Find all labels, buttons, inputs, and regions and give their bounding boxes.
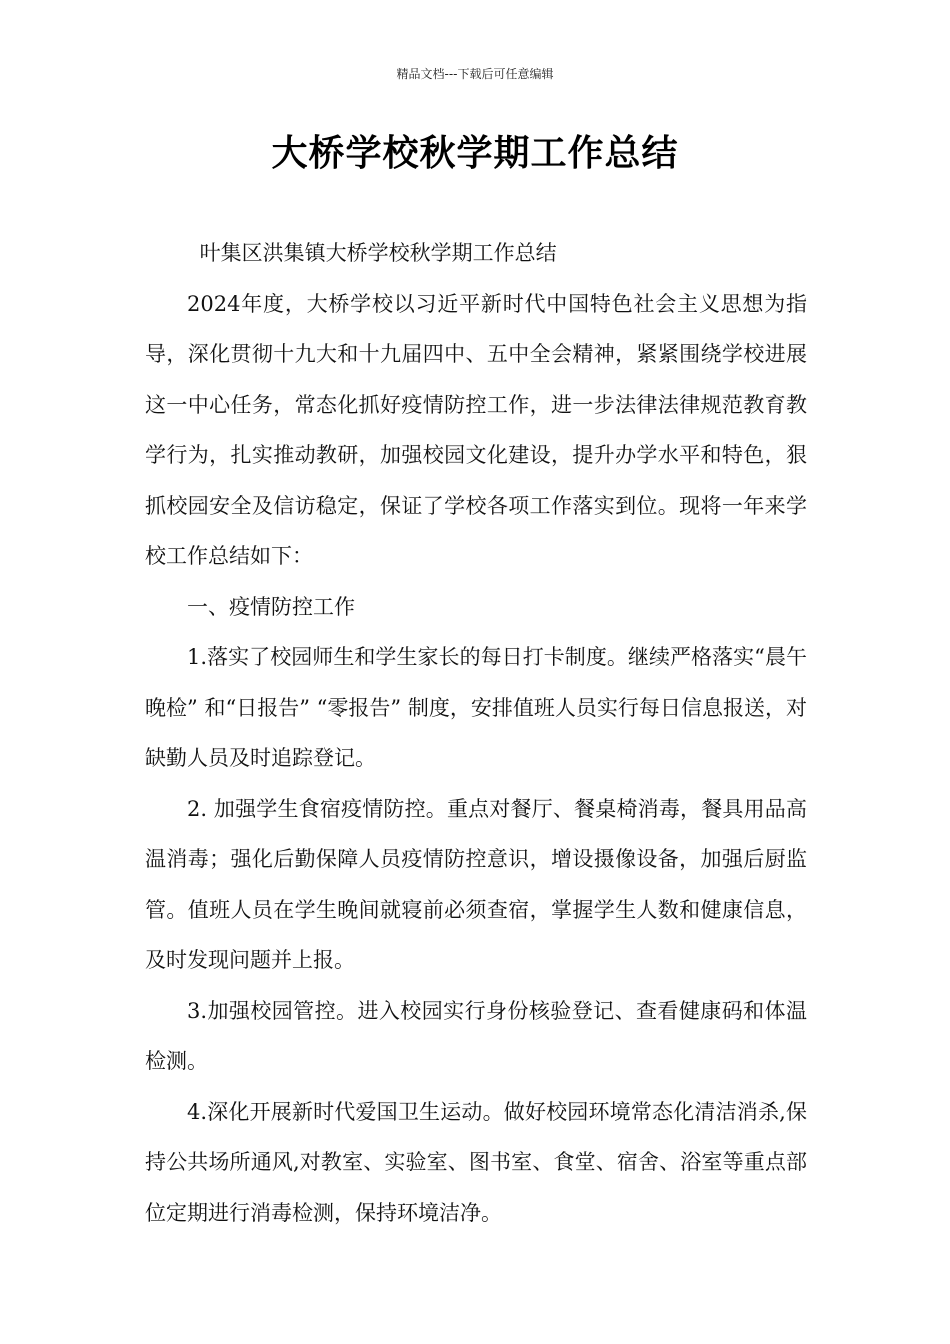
document-subtitle: 叶集区洪集镇大桥学校秋学期工作总结 (199, 241, 557, 265)
document-body (145, 228, 807, 1238)
section-heading-epidemic-control: 一、疫情防控工作 (187, 594, 355, 619)
item-paragraph-2: 2. 加强学生食宿疫情防控。重点对餐厅、餐桌椅消毒，餐具用品高温消毒；强化后勤保障人员疫情防控意识，增设摄像设备，加强后厨监管。值班人员在学生晚间就寝前必须查宿，掌握学生人数和健康信息，及时发现问题并上报。 (145, 796, 807, 972)
intro-paragraph: 2024年度，大桥学校以习近平新时代中国特色社会主义思想为指导，深化贯彻十九大和十九届四中、五中全会精神，紧紧围绕学校进展这一中心任务，常态化抓好疫情防控工作，进一步法律法律规范教育教学行为，扎实推动教研，加强校园文化建设，提升办学水平和特色，狠抓校园安全及信访稳定，保证了学校各项工作落实到位。现将一年来学校工作总结如下： (145, 291, 807, 568)
item-paragraph-4: 4.深化开展新时代爱国卫生运动。做好校园环境常态化清洁消杀,保持公共场所通风,对教室、实验室、图书室、食堂、宿舍、浴室等重点部位定期进行消毒检测，保持环境洁净。 (145, 1099, 807, 1225)
header-note: 精品文档---下载后可任意编辑 (396, 67, 554, 81)
item-paragraph-1: 1.落实了校园师生和学生家长的每日打卡制度。继续严格落实“晨午晚检” 和“日报告” “零报告” 制度，安排值班人员实行每日信息报送，对缺勤人员及时追踪登记。 (145, 645, 807, 770)
document-title: 大桥学校秋学期工作总结 (271, 133, 679, 174)
item-paragraph-3: 3.加强校园管控。进入校园实行身份核验登记、查看健康码和体温检测。 (145, 998, 807, 1073)
